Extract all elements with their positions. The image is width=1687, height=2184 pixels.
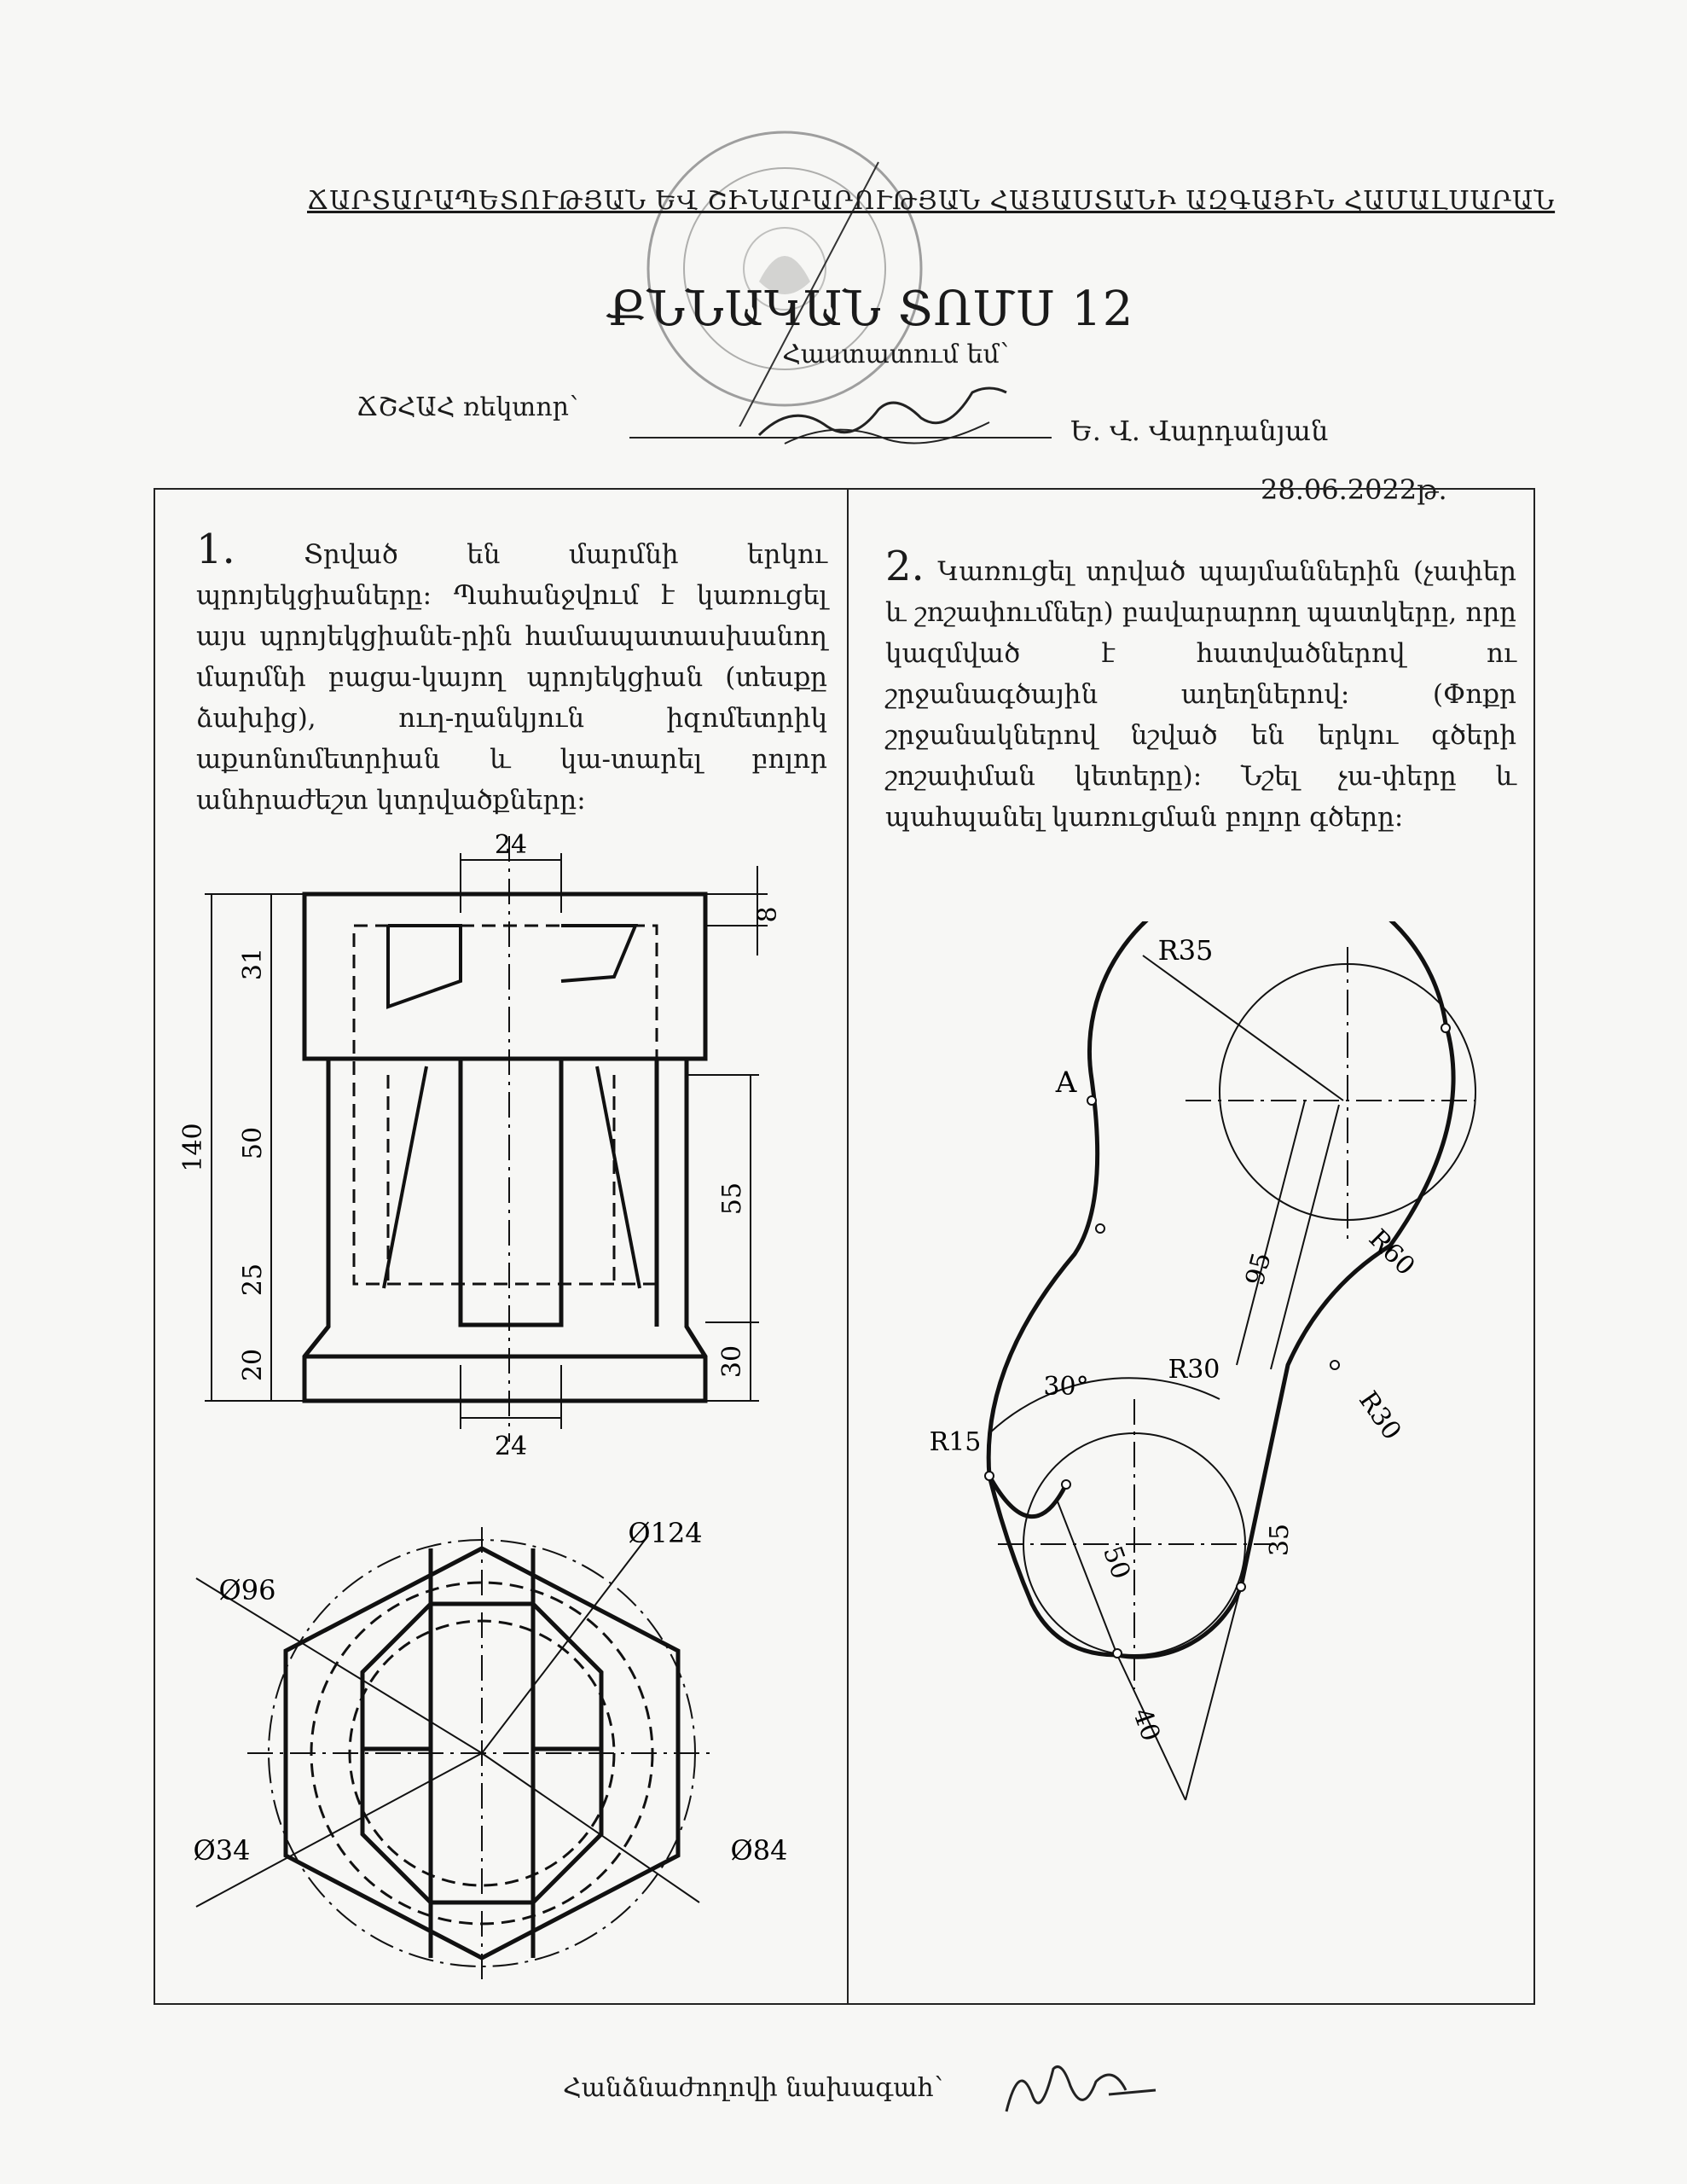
dim-25: 25 xyxy=(238,1263,268,1297)
dim-30: 30 xyxy=(717,1345,747,1379)
task-2 xyxy=(885,543,1516,838)
examiner-signature xyxy=(998,2052,1160,2129)
dim-140: 140 xyxy=(178,1123,208,1172)
dim-d34: Ø34 xyxy=(193,1834,251,1867)
dim-50: 50 xyxy=(238,1126,268,1160)
task-2-text: Կառուցել տրված պայմաններին (չափեր և շոշափումներ) բավարարող պատկերը, որը կազմված է հատվածներով ու շրջանագծային աղեղներով: (Փոքր շրջանակներով նշված են երկու գծերի շոշափման կետերը): Նշել չա-փերը և պահպանել կառուցման բոլոր գծերը: xyxy=(885,556,1516,833)
dim-top-height: 8 xyxy=(753,906,783,923)
task-1-text: Տրված են մարմնի երկու պրոյեկցիաները: Պահանջվում է կառուցել այս պրոյեկցիանե-րին համապատասխանող մարմնի բացա-կայող պրոյեկցիան (տեսքը ձախից), ուղ-ղանկյուն իզոմետրիկ աքսոնոմետրիան և կա-տարել բոլոր անհրաժեշտ կտրվածքները: xyxy=(196,539,828,816)
dim-bottom-width: 24 xyxy=(494,1432,528,1461)
dim-d84: Ø84 xyxy=(730,1834,788,1867)
rector-signature xyxy=(751,384,1023,461)
label-r15: R15 xyxy=(929,1427,982,1457)
column-divider xyxy=(847,490,849,2003)
label-angle: 30° xyxy=(1043,1372,1089,1402)
ticket-title: ՔՆՆԱԿԱՆ ՏՈՄՍ 12 xyxy=(606,282,1134,337)
rector-label: ՃՇՀԱՀ ռեկտոր՝ xyxy=(357,392,578,422)
dim-d96: Ø96 xyxy=(218,1574,276,1606)
label-r30-inner: R30 xyxy=(1168,1355,1220,1385)
label-40: 40 xyxy=(1126,1704,1166,1745)
approved-label: Հաստատում եմ՝ xyxy=(782,340,1009,369)
label-a: A xyxy=(1055,1066,1077,1100)
date: 28.06.2022թ. xyxy=(1261,473,1447,506)
task-1 xyxy=(196,526,828,821)
task-2-figure xyxy=(861,921,1527,1826)
dim-top-width: 24 xyxy=(494,830,528,860)
label-r60: R60 xyxy=(1362,1223,1421,1282)
rector-name: Ե. Վ. Վարդանյան xyxy=(1070,415,1329,447)
examiner-label: Հանձնաժողովի նախագահ՝ xyxy=(563,2073,943,2103)
label-r30-outer: R30 xyxy=(1353,1385,1407,1446)
label-35: 35 xyxy=(1265,1523,1295,1557)
label-50: 50 xyxy=(1096,1542,1136,1583)
dim-d124: Ø124 xyxy=(628,1517,703,1549)
dim-31: 31 xyxy=(238,947,268,981)
dim-55: 55 xyxy=(717,1182,747,1216)
label-r35: R35 xyxy=(1157,934,1214,967)
task-1-top-view xyxy=(171,1502,819,2013)
dim-20: 20 xyxy=(238,1348,268,1382)
task-2-number: 2. xyxy=(885,543,925,590)
label-95: 95 xyxy=(1239,1249,1278,1289)
university-name: ՃԱՐՏԱՐԱՊԵՏՈՒԹՅԱՆ ԵՎ ՇԻՆԱՐԱՐՈՒԹՅԱՆ ՀԱՅԱՍՏԱՆԻ ԱԶԳԱՅԻՆ ՀԱՄԱԼՍԱՐԱՆ xyxy=(307,186,1556,216)
official-seal xyxy=(623,111,947,427)
task-1-front-view xyxy=(171,819,819,1467)
task-1-number: 1. xyxy=(196,526,235,573)
